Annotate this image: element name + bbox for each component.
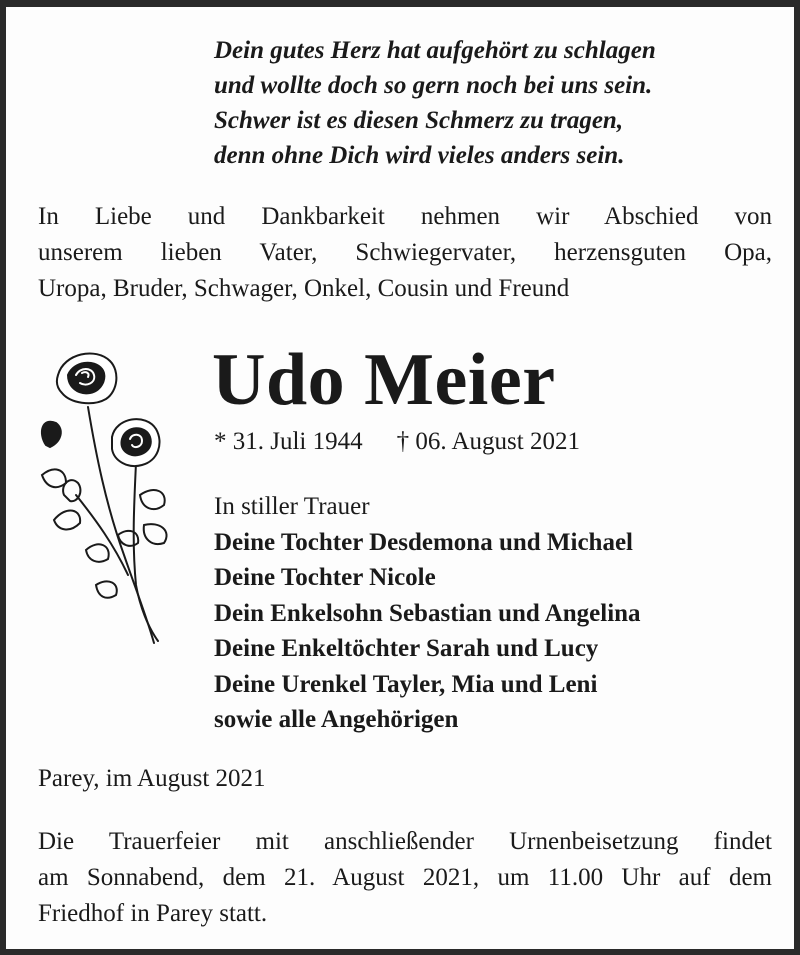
mourners-list xyxy=(214,489,641,738)
mourner-entry: Dein Enkelsohn Sebastian und Angelina xyxy=(214,599,641,627)
place-date: Parey, im August 2021 xyxy=(38,765,266,792)
death-date: † 06. August 2021 xyxy=(396,428,580,455)
rose-bouquet-icon xyxy=(36,345,176,650)
poem-line: Schwer ist es diesen Schmerz zu tragen, xyxy=(214,107,624,134)
mourner-entry: Deine Urenkel Tayler, Mia und Leni xyxy=(214,670,598,698)
mourners-lead: In stiller Trauer xyxy=(214,493,370,520)
intro-line: In Liebe und Dankbarkeit nehmen wir Abschied von xyxy=(38,203,772,230)
deceased-name: Udo Meier xyxy=(212,339,556,421)
mourner-entry: sowie alle Angehörigen xyxy=(214,706,459,733)
poem-line: und wollte doch so gern noch bei uns sein. xyxy=(214,72,653,99)
mourner-entry: Deine Tochter Nicole xyxy=(214,564,436,591)
funeral-line: am Sonnabend, dem 21. August 2021, um 11.00 Uhr auf dem xyxy=(38,864,772,891)
intro-line: Uropa, Bruder, Schwager, Onkel, Cousin und Freund xyxy=(38,275,570,302)
birth-date: * 31. Juli 1944 xyxy=(214,428,363,455)
funeral-line: Friedhof in Parey statt. xyxy=(38,900,268,927)
poem-line: Dein gutes Herz hat aufgehört zu schlagen xyxy=(214,37,656,64)
intro-line: unserem lieben Vater, Schwiegervater, herzensguten Opa, xyxy=(38,239,772,266)
funeral-notice xyxy=(38,824,772,932)
memorial-poem xyxy=(214,33,656,173)
mourner-entry: Deine Enkeltöchter Sarah und Lucy xyxy=(214,635,599,662)
mourner-entry: Deine Tochter Desdemona und Michael xyxy=(214,528,633,556)
life-dates xyxy=(214,425,580,459)
poem-line: denn ohne Dich wird vieles anders sein. xyxy=(214,142,625,169)
funeral-line: Die Trauerfeier mit anschließender Urnenbeisetzung findet xyxy=(38,828,772,855)
intro-paragraph xyxy=(38,199,772,307)
